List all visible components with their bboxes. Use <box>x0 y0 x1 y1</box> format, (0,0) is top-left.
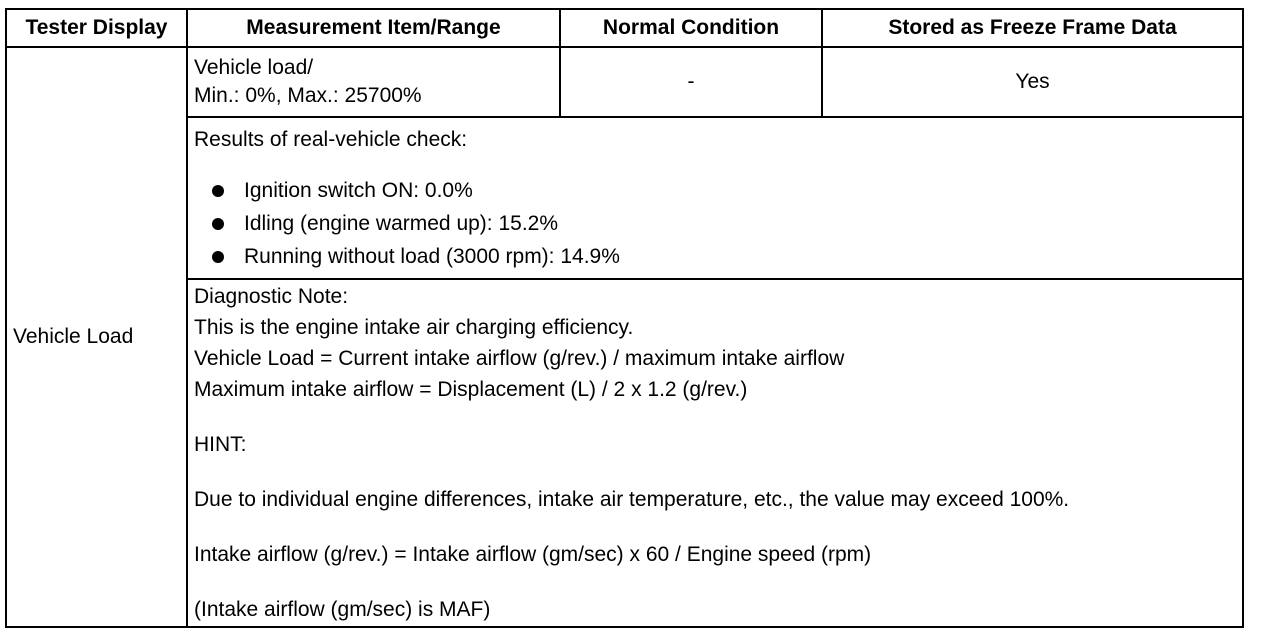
note-line: Vehicle Load = Current intake airflow (g/rev.) / maximum intake airflow <box>194 347 845 370</box>
list-item <box>208 174 1236 207</box>
note-line: This is the engine intake air charging efficiency. <box>194 316 634 339</box>
normal-condition-value: - <box>687 70 695 93</box>
header-freeze-frame: Stored as Freeze Frame Data <box>822 9 1243 47</box>
measurement-range-cell <box>187 47 560 117</box>
freeze-frame-cell <box>822 47 1243 117</box>
measurement-range-value: Min.: 0%, Max.: 25700% <box>194 84 422 107</box>
hint-label: HINT: <box>194 433 247 456</box>
results-title: Results of real-vehicle check: <box>194 127 468 151</box>
results-cell <box>187 117 1243 279</box>
bullet-icon <box>212 218 224 230</box>
result-text: Running without load (3000 rpm): 14.9% <box>244 244 620 268</box>
header-row <box>6 9 1243 47</box>
results-list <box>194 174 1236 273</box>
result-text: Ignition switch ON: 0.0% <box>244 178 473 202</box>
header-normal-condition: Normal Condition <box>560 9 822 47</box>
tester-display-value: Vehicle Load <box>13 325 134 348</box>
measurement-item-label: Vehicle load/ <box>194 56 314 79</box>
table-row <box>6 117 1243 279</box>
hint-text: Due to individual engine differences, intake air temperature, etc., the value may exceed 100%. <box>194 488 1070 511</box>
bullet-icon <box>212 185 224 197</box>
list-item <box>208 207 1236 240</box>
normal-condition-cell <box>560 47 822 117</box>
note-title: Diagnostic Note: <box>194 285 349 308</box>
table-row <box>6 47 1243 117</box>
freeze-frame-value: Yes <box>1015 70 1050 93</box>
bullet-icon <box>212 251 224 263</box>
result-text: Idling (engine warmed up): 15.2% <box>244 211 559 235</box>
header-tester-display: Tester Display <box>6 9 187 47</box>
table-body <box>6 47 1243 627</box>
airflow-formula: Intake airflow (g/rev.) = Intake airflow (gm/sec) x 60 / Engine speed (rpm) <box>194 543 872 566</box>
table-row <box>6 279 1243 627</box>
list-item <box>208 240 1236 273</box>
diagnostic-note-cell <box>187 279 1243 627</box>
maf-note: (Intake airflow (gm/sec) is MAF) <box>194 598 491 621</box>
table-header <box>6 9 1243 47</box>
tester-display-cell <box>6 47 187 627</box>
vehicle-load-spec-table <box>5 8 1244 628</box>
note-line: Maximum intake airflow = Displacement (L) / 2 x 1.2 (g/rev.) <box>194 378 748 401</box>
header-measurement-item: Measurement Item/Range <box>187 9 560 47</box>
